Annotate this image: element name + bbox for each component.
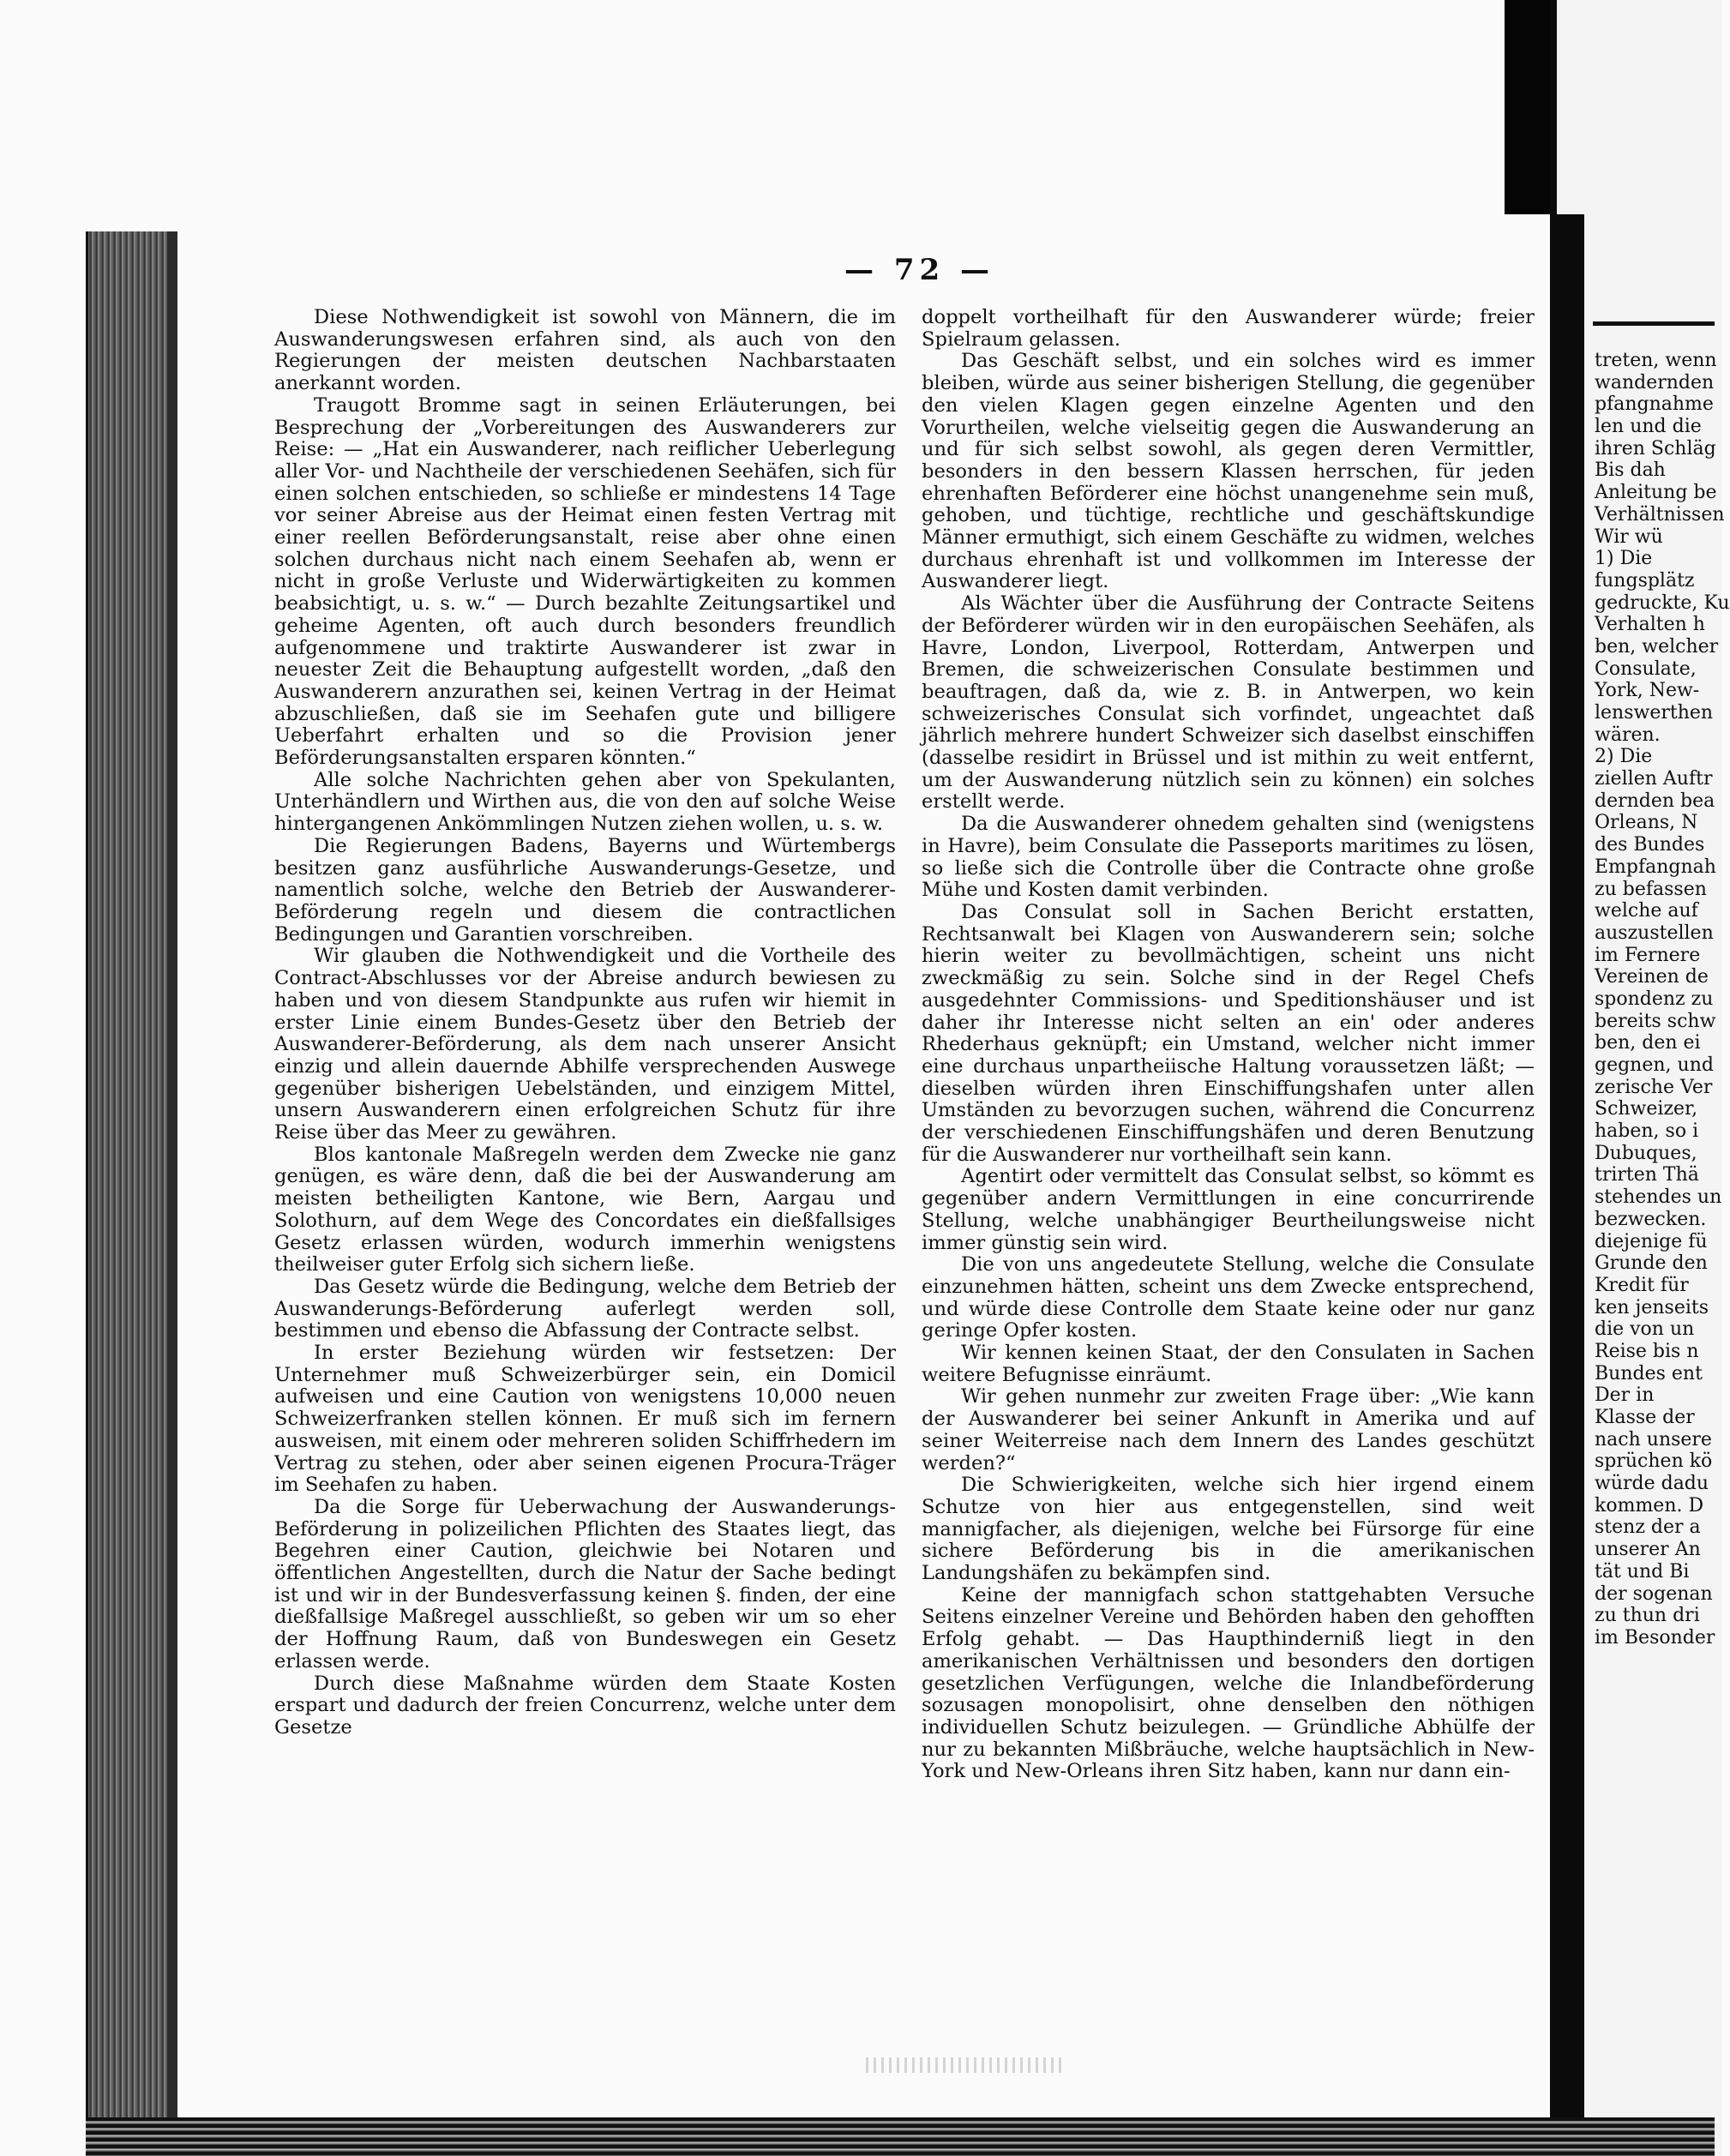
fragment-line: Dubuques, — [1595, 1142, 1697, 1164]
paragraph: Blos kantonale Maßregeln werden dem Zwecke nie ganz genügen, es wäre denn, daß die bei der Auswanderung am meisten betheiligten Kantone, wie Bern, Aargau und Solothurn, auf dem Wege des Concordates ein dießfallsiges Gesetz erlassen würden, wodurch immerhin wenigstens theilweiser guter Erfolg sich sichern ließe. — [274, 1143, 896, 1276]
fragment-line: Verhalten h — [1595, 614, 1705, 636]
book-spine-shadow — [167, 231, 177, 2126]
paragraph: Das Consulat soll in Sachen Bericht erstatten, Rechtsanwalt bei Klagen von Auswanderern sein; solche hierin weiter zu bevollmächtigen, scheint uns nicht zweckmäßig zu sein. Solche sind in der Regel Chefs ausgedehnter Commissions- und Speditionshäuser und ist daher ihr Interesse nicht selten an ein' oder anderes Rhederhaus geknüpft; ein Umstand, welcher nicht immer eine durchaus unpartheiische Haltung voraussetzen läßt; — dieselben würden ihren Einschiffungshafen unter allen Umständen zu bevorzugen suchen, während die Concurrenz der verschiedenen Einschiffungshäfen und deren Benutzung für die Auswanderer nur vortheilhaft sein kann. — [922, 900, 1535, 1166]
ink-smudge — [866, 2057, 1063, 2073]
paragraph: Da die Auswanderer ohnedem gehalten sind (wenigstens in Havre), beim Consulate die Passeports maritimes zu lösen, so ließe sich die Controlle über die Contracte ohne große Mühe und Kosten damit verbinden. — [922, 813, 1535, 902]
fragment-line: pfangnahme — [1595, 393, 1714, 416]
fragment-line: ben, welcher — [1595, 635, 1719, 658]
fragment-line: welche auf — [1595, 900, 1698, 922]
fragment-line: der sogenan — [1595, 1582, 1713, 1605]
fragment-line: Grunde den — [1595, 1252, 1708, 1275]
fragment-line: Wir wü — [1595, 525, 1663, 548]
fragment-line: treten, wenn — [1595, 350, 1717, 371]
paragraph: Als Wächter über die Ausführung der Contracte Seitens der Beförderer würden wir in den europäischen Seehäfen, als Havre, London, Liverpool, Rotterdam, Antwerpen und Bremen, die schweizerischen Consulate bestimmen und beauftragen, daß da, wie z. B. in Antwerpen, wo kein schweizerisches Consulat sich vorfindet, ungeachtet daß jährlich mehrere hundert Schweizer sich daselbst einschiffen (dasselbe residirt in Brüssel und ist mithin zu weit entfernt, um der Auswanderung nützlich sein zu können) ein solches erstellt werde. — [922, 592, 1535, 814]
fragment-line: würde dadu — [1595, 1473, 1709, 1495]
paragraph: Keine der mannigfach schon stattgehabten Versuche Seitens einzelner Vereine und Behörden haben den gehofften Erfolg gehabt. — Das Haupthinderniß liegt in den amerikanischen Verhältnissen und besonders den dortigen gesetzlichen Verfügungen, welche die Inlandbeförderung sozusagen monopolisirt, ohne denselben den nöthigen individuellen Schutz beizulegen. — Gründliche Abhülfe der nur zu bekannten Mißbräuche, welche hauptsächlich in New-York und New-Orleans ihren Sitz haben, kann nur dann ein- — [922, 1583, 1535, 1783]
paragraph: Alle solche Nachrichten gehen aber von Spekulanten, Unterhändlern und Wirthen aus, die von den auf solche Weise hintergangenen Ankömmlingen Nutzen ziehen wollen, u. s. w. — [274, 768, 896, 836]
fragment-line: diejenige fü — [1595, 1230, 1708, 1252]
fragment-line: im Besonder — [1595, 1626, 1715, 1649]
fragment-line: wären. — [1595, 724, 1661, 746]
fragment-line: im Fernere — [1595, 944, 1701, 966]
fragment-line: Kredit für — [1595, 1274, 1689, 1296]
paragraph: Das Gesetz würde die Bedingung, welche dem Betrieb der Auswanderungs-Beförderung auferlegt werden soll, bestimmen und ebenso die Abfassung der Contracte selbst. — [274, 1275, 896, 1342]
fragment-line: zu befassen — [1595, 878, 1707, 900]
paragraph: Wir kennen keinen Staat, der den Consulaten in Sachen weitere Befugnisse einräumt. — [922, 1342, 1535, 1386]
fragment-line: trirten Thä — [1595, 1164, 1699, 1186]
fragment-line: des Bundes — [1595, 834, 1705, 856]
fragment-line: York, New- — [1595, 680, 1700, 702]
paragraph: Diese Nothwendigkeit ist sowohl von Männern, die im Auswanderungswesen erfahren sind, als auch von den Regierungen der meisten deutschen Nachbarstaaten anerkannt worden. — [274, 306, 896, 395]
fragment-line: wandernden — [1595, 371, 1715, 393]
middle-text-column — [922, 307, 1535, 1783]
fragment-line: fungsplätz — [1595, 569, 1695, 592]
fragment-line: gedruckte, Ku — [1595, 592, 1730, 614]
fragment-line: Bundes ent — [1595, 1362, 1703, 1384]
gutter-binding — [1550, 214, 1584, 2126]
fragment-line: unserer An — [1595, 1539, 1701, 1561]
fragment-line: Reise bis n — [1595, 1340, 1699, 1362]
fragment-line: zu thun dri — [1595, 1605, 1700, 1627]
fragment-line: lenswerthen — [1595, 702, 1714, 724]
paragraph: Die Schwierigkeiten, welche sich hier irgend einem Schutze von hier aus entgegenstellen, sind weit mannigfacher, als diejenigen, welche bei Fürsorge für eine sichere Beförderung bis in die amerikanischen Landungshäfen zu bekämpfen sind. — [922, 1474, 1535, 1585]
paragraph: doppelt vortheilhaft für den Auswanderer würde; freier Spielraum gelassen. — [922, 306, 1535, 351]
fragment-line: bereits schw — [1595, 1010, 1716, 1032]
fragment-line: gegnen, und — [1595, 1054, 1714, 1076]
paragraph: Wir glauben die Nothwendigkeit und die Vortheile des Contract-Abschlusses vor der Abreise andurch bewiesen zu haben und von diesem Standpunkte aus rufen wir hiemit in erster Linie einem Bundes-Gesetz über den Betrieb der Auswanderer-Beförderung, als dem nach unserer Ansicht einzig und allein dauernde Abhilfe versprechenden Auswege gegenüber bisherigen Uebelständen, und einzigem Mittel, unsern Auswanderern einen erfolgreichen Schutz für ihre Reise über das Meer zu gewähren. — [274, 945, 896, 1144]
fragment-line: Orleans, N — [1595, 812, 1698, 834]
paragraph: Durch diese Maßnahme würden dem Staate Kosten erspart und dadurch der freien Concurrenz, welche unter dem Gesetze — [274, 1672, 896, 1739]
fragment-line: kommen. D — [1595, 1494, 1704, 1516]
paragraph: Agentirt oder vermittelt das Consulat selbst, so kömmt es gegenüber andern Vermittlungen in eine concurrirende Stellung, welche unabhängiger Beurtheilungsweise nicht immer günstig sein wird. — [922, 1165, 1535, 1254]
page-number: — 72 — — [844, 253, 994, 287]
fragment-line: Klasse der — [1595, 1407, 1695, 1428]
fragment-line: Verhältnissen — [1595, 503, 1725, 525]
fragment-line: zerische Ver — [1595, 1076, 1713, 1098]
paragraph: Die von uns angedeutete Stellung, welche die Consulate einzunehmen hätten, scheint uns dem Zwecke entsprechend, und würde diese Controlle dem Staate keine oder nur ganz geringe Opfer kosten. — [922, 1253, 1535, 1342]
fragment-line: ben, den ei — [1595, 1032, 1701, 1054]
fragment-line: Schweizer, — [1595, 1098, 1698, 1120]
paragraph: Das Geschäft selbst, und ein solches wird es immer bleiben, würde aus seiner bisherigen Stellung, die gegenüber den vielen Klagen gegen einzelne Agenten und den Vorurtheilen, welche vielseitig gegen die Auswanderung an und für sich selbst sowohl, als gegen deren Vermittler, besonders in den bessern Klassen herrschen, für jeden ehrenhaften Beförderer eine höchst unangenehme sein muß, gehoben, und tüchtige, rechtliche und geschäftskundige Männer ermuthigt, sich einem Geschäfte zu widmen, welches durchaus ehrenhaft ist und vollkommen im Interesse der Auswanderer liegt. — [922, 350, 1535, 593]
fragment-line: auszustellen — [1595, 922, 1714, 944]
scan-bottom-edge — [86, 2117, 1715, 2156]
fragment-line: 1) Die — [1595, 548, 1653, 570]
facing-page-header-rule — [1593, 321, 1715, 326]
fragment-line: tät und Bi — [1595, 1560, 1690, 1582]
fragment-line: dernden bea — [1595, 790, 1715, 812]
fragment-line: ihren Schläg — [1595, 437, 1716, 459]
paragraph: In erster Beziehung würden wir festsetzen: Der Unternehmer muß Schweizerbürger sein, ein Domicil aufweisen und eine Caution von wenigstens 10,000 neuen Schweizerfranken stellen können. Er muß sich im fernern ausweisen, mit einem oder mehreren soliden Schiffrhedern im Vertrag zu stehen, oder aber seinen eigenen Procura-Träger im Seehafen zu haben. — [274, 1342, 896, 1497]
fragment-line: spondenz zu — [1595, 988, 1714, 1010]
paragraph: Die Regierungen Badens, Bayerns und Würtembergs besitzen ganz ausführliche Auswanderungs-Gesetze, und namentlich solche, welche den Betrieb der Auswanderer-Beförderung regeln und diesem die contractlichen Bedingungen und Garantien vorschreiben. — [274, 834, 896, 946]
fragment-line: nach unsere — [1595, 1428, 1712, 1450]
fragment-line: 2) Die — [1595, 746, 1653, 768]
paragraph: Wir gehen nunmehr zur zweiten Frage über: „Wie kann der Auswanderer bei seiner Ankunft in Amerika und auf seiner Weiterreise nach dem Innern des Landes geschützt werden?“ — [922, 1385, 1535, 1474]
fragment-line: Bis dah — [1595, 459, 1666, 482]
fragment-line: Der in — [1595, 1384, 1655, 1407]
paragraph: Da die Sorge für Ueberwachung der Auswanderungs-Beförderung in polizeilichen Pflichten des Staates liegt, das Begehren einer Caution, gleichwie bei Notaren und öffentlichen Angestellten, durch die Natur der Sache bedingt ist und wir in der Bundesverfassung keinen §. finden, der eine dießfallsige Maßregel ausschließt, so geben wir um so eher der Hoffnung Raum, daß von Bundeswegen ein Gesetz erlassen werde. — [274, 1495, 896, 1673]
fragment-line: ken jenseits — [1595, 1296, 1709, 1318]
book-spine-edge — [86, 231, 170, 2122]
fragment-line: haben, so i — [1595, 1120, 1699, 1143]
fragment-line: Vereinen de — [1595, 966, 1709, 988]
fragment-line: Anleitung be — [1595, 482, 1717, 504]
fragment-line: bezwecken. — [1595, 1208, 1707, 1230]
left-text-column — [274, 307, 896, 1739]
fragment-line: Consulate, — [1595, 658, 1697, 680]
fragment-line: Empfangnah — [1595, 856, 1716, 878]
paragraph: Traugott Bromme sagt in seinen Erläuterungen, bei Besprechung der „Vorbereitungen des Auswanderers zur Reise: — „Hat ein Auswanderer, nach reiflicher Ueberlegung aller Vor- und Nachtheile der verschiedenen Seehäfen, sich für einen solchen entschieden, so schließe er mindestens 14 Tage vor seiner Abreise aus der Heimat einen festen Vertrag mit einer reellen Beförderungsanstalt, reise aber ohne einen solchen durchaus nicht nach einem Seehafen ab, wenn er nicht in große Verluste und Widerwärtigkeiten zu kommen beabsichtigt, u. s. w.“ — Durch bezahlte Zeitungsartikel und geheime Agenten, oft auch durch besonders freundlich aufgenommene und traktirte Auswanderer ist zwar in neuester Zeit die Behauptung aufgestellt worden, „daß den Auswanderern anzurathen sei, keinen Vertrag in der Heimat abzuschließen, daß sie im Seehafen gute und billigere Ueberfahrt erhalten und so die Provision jener Beförderungsanstalten ersparen könnten.“ — [274, 393, 896, 770]
fragment-line: sprüchen kö — [1595, 1450, 1713, 1473]
fragment-line: stehendes un — [1595, 1186, 1722, 1209]
facing-page-text-fragments — [1595, 350, 1730, 1649]
fragment-line: ziellen Auftr — [1595, 768, 1713, 790]
fragment-line: stenz der a — [1595, 1516, 1701, 1539]
fragment-line: die von un — [1595, 1318, 1695, 1341]
fragment-line: len und die — [1595, 416, 1702, 438]
